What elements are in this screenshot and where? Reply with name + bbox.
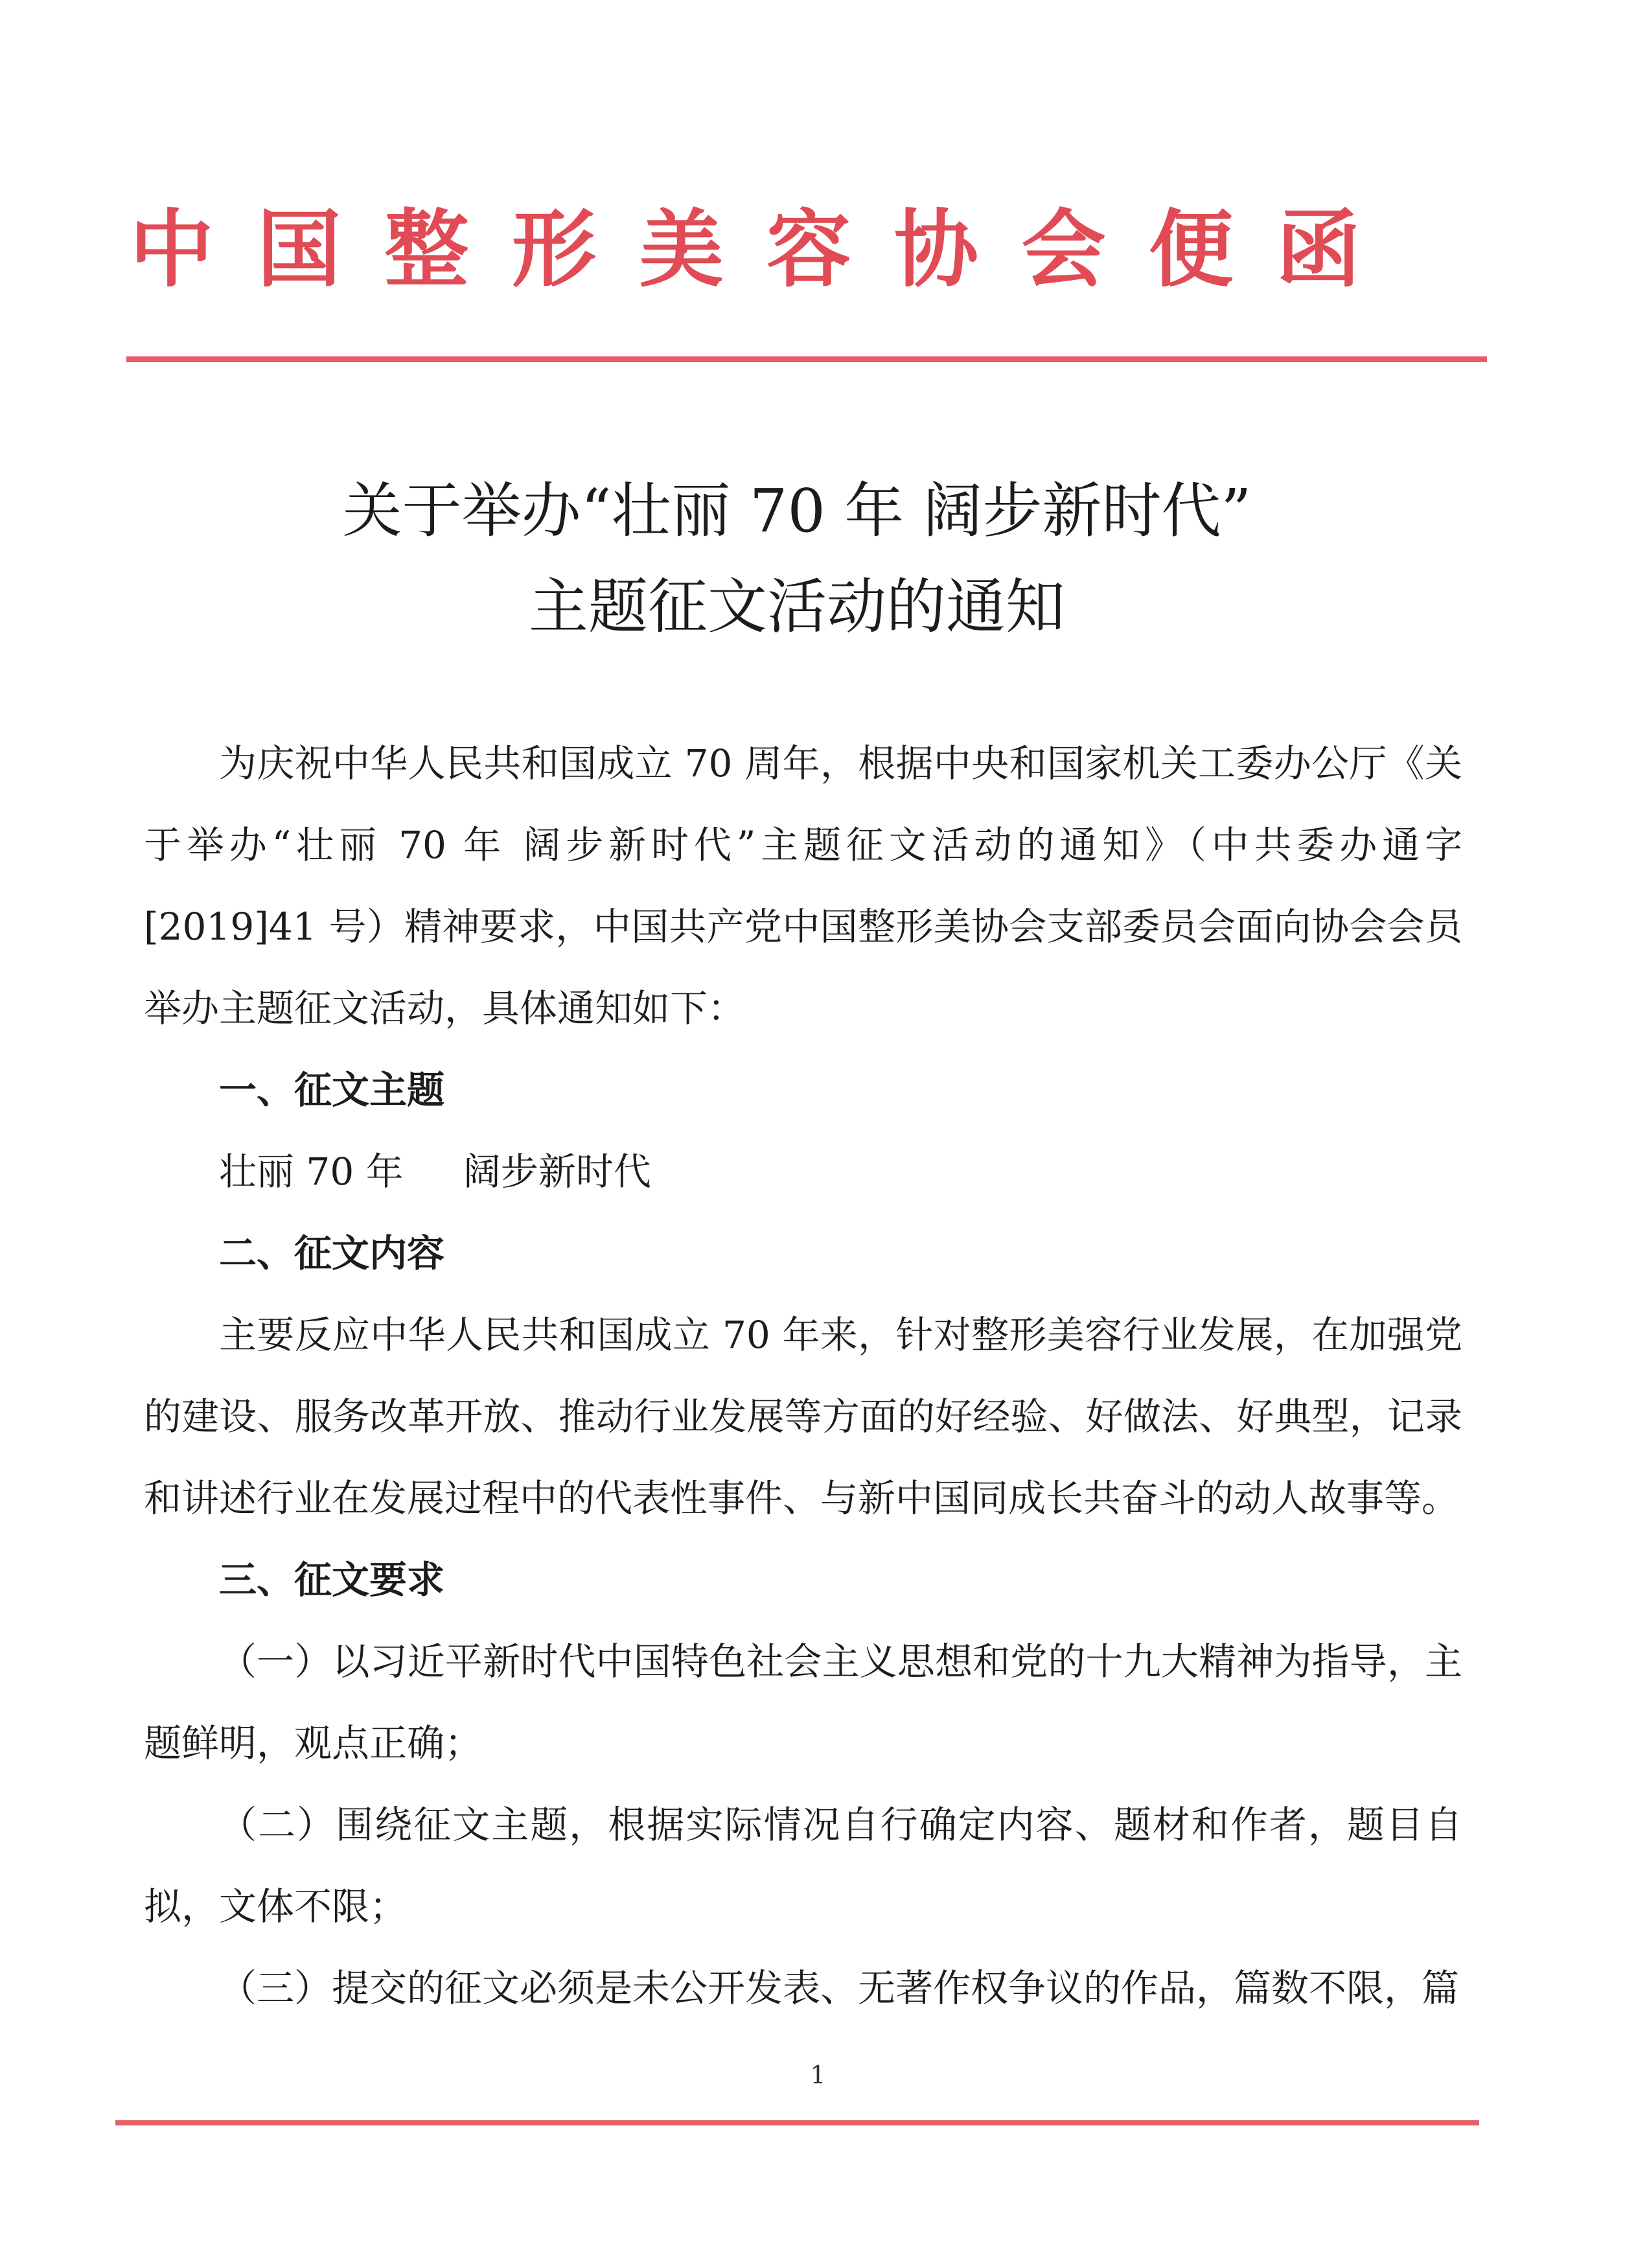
section-heading-theme: 一、征文主题	[219, 1068, 445, 1112]
letterhead-char: 函	[1276, 200, 1361, 299]
letterhead-char: 容	[766, 200, 851, 299]
footer-divider	[115, 2120, 1479, 2125]
section-heading-requirements: 三、征文要求	[219, 1558, 445, 1602]
title-line-1: 关于举办“壮丽 70 年 阔步新时代”	[342, 476, 1252, 546]
title-line-2: 主题征文活动的通知	[528, 572, 1065, 642]
content-paragraph: 主要反应中华人民共和国成立 70 年来，针对整形美容行业发展，在加强党的建设、服务改革开放、推动行业发展等方面的好经验、好做法、好典型，记录和讲述行业在发展过程中的代表性事件、与新中国同成长共奋斗的动人故事等。	[144, 1313, 1462, 1520]
letterhead-char: 国	[257, 200, 341, 299]
letterhead-char: 形	[511, 200, 596, 299]
letterhead-char: 中	[130, 200, 214, 299]
letterhead-divider	[126, 356, 1487, 362]
letterhead-char: 整	[384, 200, 469, 299]
requirement-item: （二）围绕征文主题，根据实际情况自行确定内容、题材和作者，题目自拟，文体不限；	[144, 1803, 1462, 1928]
letterhead-char: 便	[1149, 200, 1234, 299]
letterhead-char: 会	[1021, 200, 1106, 299]
theme-text: 壮丽 70 年 阔步新时代	[219, 1150, 651, 1194]
requirement-item: （一）以习近平新时代中国特色社会主义思想和党的十九大精神为指导，主题鲜明，观点正确；	[144, 1639, 1462, 1765]
page-number: 1	[810, 2061, 826, 2089]
letterhead-char: 协	[893, 200, 978, 299]
document-title	[194, 463, 1400, 655]
document-body	[144, 723, 1462, 2029]
intro-paragraph: 为庆祝中华人民共和国成立 70 周年，根据中央和国家机关工委办公厅《关于举办“壮丽 70 年 阔步新时代”主题征文活动的通知》（中共委办通字[2019]41 号）精神要求，中国共产党中国整形美协会支部委员会面向协会会员举办主题征文活动，具体通知如下：	[144, 741, 1462, 1030]
requirement-item: （三）提交的征文必须是未公开发表、无著作权争议的作品，篇数不限，篇	[219, 1966, 1460, 2010]
letterhead-char: 美	[639, 200, 724, 299]
section-heading-content: 二、征文内容	[219, 1231, 445, 1275]
letterhead-title	[130, 188, 1361, 311]
